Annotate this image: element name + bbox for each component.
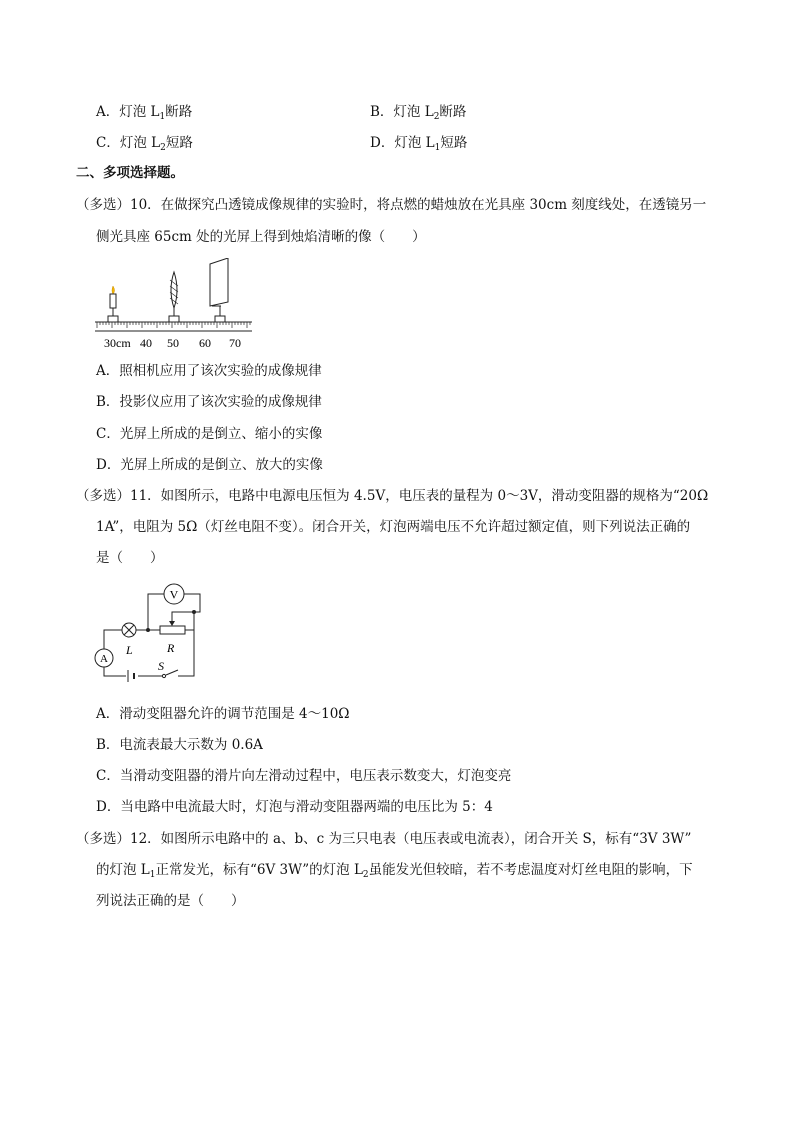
q10-stem-line1: （多选）10．在做探究凸透镜成像规律的实验时，将点燃的蜡烛放在光具座 30cm 刻度线处，在透镜另一 [76, 197, 707, 213]
q10-option-a: A．照相机应用了该次实验的成像规律 [96, 363, 322, 379]
scale-label-40: 40 [140, 336, 152, 350]
q12-line2-subscript1: 1 [149, 870, 156, 880]
wire-voltmeter-left [148, 594, 164, 630]
q9-option-a [96, 102, 192, 127]
q12-stem-line2 [96, 860, 693, 885]
q9-option-b-text: B．灯泡 L [370, 104, 434, 120]
wire-left-upper [104, 630, 122, 650]
q11-stem-line3: 是（ ） [96, 550, 164, 566]
q11-option-c: C．当滑动变阻器的滑片向左滑动过程中，电压表示数变大，灯泡变亮 [96, 768, 512, 784]
q9-option-a-suffix: 断路 [165, 104, 193, 120]
bench-holders [108, 316, 225, 322]
scale-label-70: 70 [229, 336, 241, 350]
switch-symbol [162, 670, 178, 678]
lamp-symbol [122, 623, 136, 637]
scale-label-50: 50 [167, 336, 179, 350]
q9-option-c-suffix: 短路 [165, 135, 193, 151]
q10-option-c: C．光屏上所成的是倒立、缩小的实像 [96, 426, 323, 442]
q10-stem-line2: 侧光具座 65cm 处的光屏上得到烛焰清晰的像（ ） [96, 229, 426, 245]
wire-left-lower [104, 666, 126, 676]
scale-label-30cm: 30cm [104, 336, 131, 350]
junction-dot-left [146, 628, 150, 632]
voltmeter-label: V [169, 587, 179, 602]
q9-option-d-subscript: 1 [434, 143, 441, 153]
bench-rail [95, 322, 252, 331]
convex-lens [170, 272, 178, 316]
scale-label-60: 60 [199, 336, 211, 350]
rheostat-symbol [160, 621, 185, 634]
wire-right-side [178, 612, 194, 676]
wire-voltmeter-right [184, 594, 200, 612]
light-screen [210, 258, 228, 316]
q9-option-c [96, 133, 193, 158]
q12-line2-part1: 的灯泡 L [96, 862, 150, 878]
q11-stem-line1: （多选）11．如图所示，电路中电源电压恒为 4.5V，电压表的量程为 0～3V，滑动变阻器的规格为“20Ω [76, 488, 709, 504]
wire-slider [172, 612, 194, 622]
lamp-label: L [126, 643, 133, 657]
q11-option-d: D．当电路中电流最大时，灯泡与滑动变阻器两端的电压比为 5：4 [96, 799, 493, 815]
q10-optical-bench-figure [92, 258, 256, 350]
candle [110, 286, 116, 316]
rheostat-label: R [167, 641, 175, 655]
q9-option-b-suffix: 断路 [439, 104, 467, 120]
q9-option-a-text: A．灯泡 L [96, 104, 160, 120]
q12-line2-part3: 虽能发光但较暗，若不考虑温度对灯丝电阻的影响，下 [368, 862, 693, 878]
q11-option-a: A．滑动变阻器允许的调节范围是 4～10Ω [96, 706, 350, 722]
q11-stem-line2: 1A”，电阻为 5Ω（灯丝电阻不变）。闭合开关，灯泡两端电压不允许超过额定值，则下列说法正确的 [96, 519, 691, 535]
switch-label: S [158, 659, 164, 673]
ammeter-symbol [95, 649, 113, 667]
q9-option-d [370, 133, 467, 158]
section-title-multiple-choice: 二、多项选择题。 [76, 165, 184, 181]
q10-option-d: D．光屏上所成的是倒立、放大的实像 [96, 457, 323, 473]
ammeter-label: A [100, 653, 108, 665]
q12-stem-line1: （多选）12．如图所示电路中的 a、b、c 为三只电表（电压表或电流表），闭合开关 S，标有“3V 3W” [76, 831, 692, 847]
q9-option-a-subscript: 1 [159, 112, 166, 122]
q10-option-b: B．投影仪应用了该次实验的成像规律 [96, 394, 322, 410]
q12-line2-subscript2: 2 [362, 870, 369, 880]
junction-dot-right [192, 610, 196, 614]
q11-option-b: B．电流表最大示数为 0.6A [96, 737, 263, 753]
q9-option-b-subscript: 2 [433, 112, 440, 122]
q9-option-c-text: C．灯泡 L [96, 135, 161, 151]
q11-circuit-figure [90, 580, 210, 690]
q9-option-d-suffix: 短路 [440, 135, 468, 151]
q9-option-b [370, 102, 466, 127]
q9-option-d-text: D．灯泡 L [370, 135, 435, 151]
battery-symbol [128, 670, 134, 682]
voltmeter-symbol [164, 584, 184, 604]
q9-option-c-subscript: 2 [160, 143, 166, 153]
q12-line2-part2: 正常发光，标有“6V 3W”的灯泡 L [155, 862, 363, 878]
q12-stem-line3: 列说法正确的是（ ） [96, 893, 245, 909]
